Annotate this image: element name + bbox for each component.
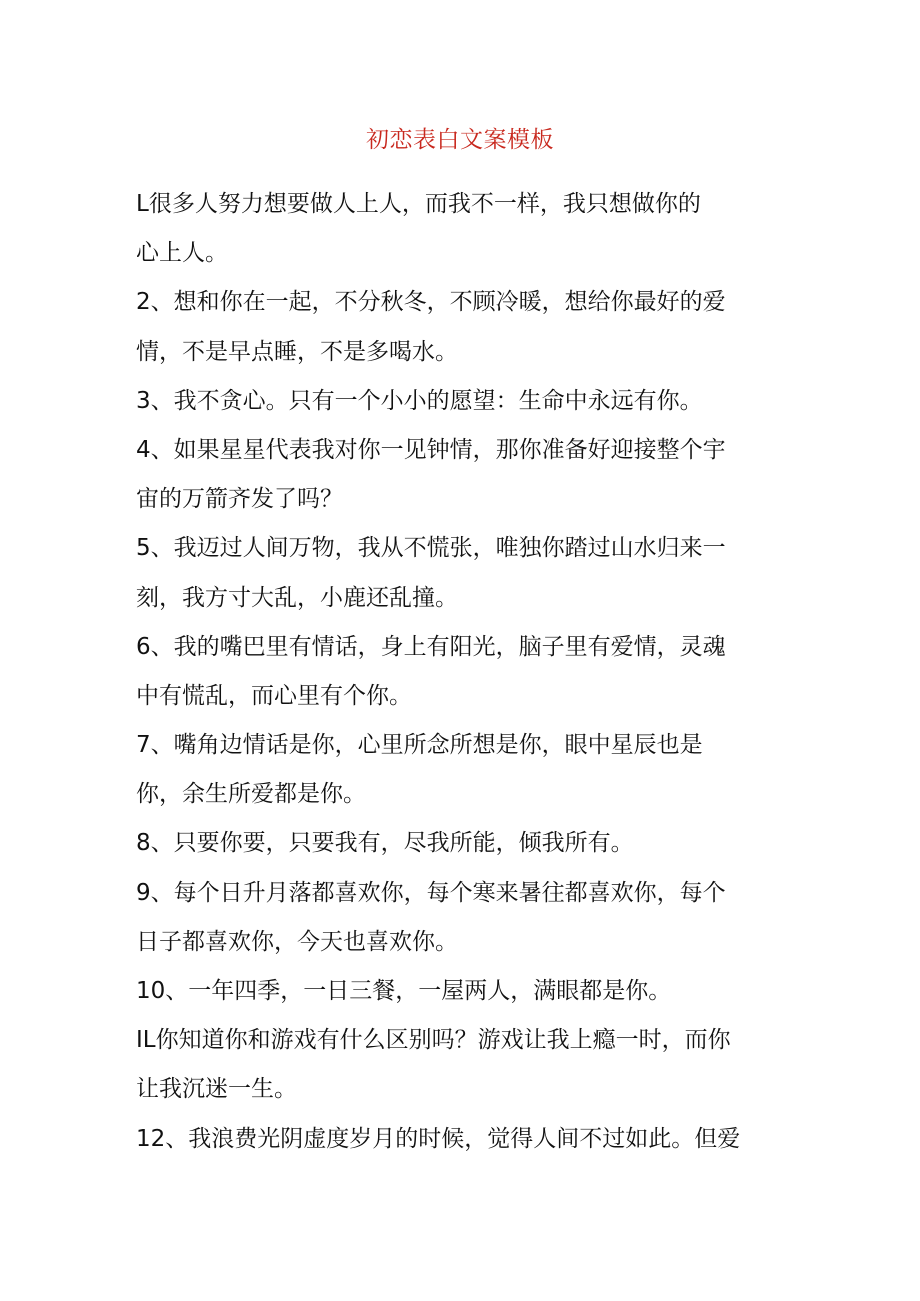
text-line: 刻，我方寸大乱，小鹿还乱撞。: [136, 584, 458, 611]
text-line: 10、一年四季，一日三餐，一屋两人，满眼都是你。: [136, 978, 672, 1004]
text-line: 情，不是早点睡，不是多喝水。: [136, 338, 458, 365]
text-line: 3、我不贪心。只有一个小小的愿望：生命中永远有你。: [136, 387, 703, 414]
text-line: 2、想和你在一起，不分秋冬，不顾冷暖，想给你最好的爱: [136, 289, 726, 316]
text-line: 你，余生所爱都是你。: [136, 781, 366, 808]
document-body: [136, 180, 796, 1164]
text-line: 中有慌乱，而心里有个你。: [136, 682, 412, 709]
text-line: 宙的万箭齐发了吗？: [136, 486, 343, 513]
text-line: 8、只要你要，只要我有，尽我所能，倾我所有。: [136, 830, 634, 857]
text-line: 心上人。: [136, 240, 228, 267]
text-line: L很多人努力想要做人上人，而我不一样，我只想做你的: [136, 191, 701, 217]
text-line: 6、我的嘴巴里有情话，身上有阳光，脑子里有爱情，灵魂: [136, 633, 726, 660]
page-title: 初恋表白文案模板: [366, 127, 554, 153]
text-line: 5、我迈过人间万物，我从不慌张，唯独你踏过山水归来一: [136, 535, 726, 562]
text-line: 9、每个日升月落都喜欢你，每个寒来暑往都喜欢你，每个: [136, 879, 726, 906]
text-line: 日子都喜欢你，今天也喜欢你。: [136, 928, 458, 955]
text-line: 12、我浪费光阴虚度岁月的时候，觉得人间不过如此。但爱: [136, 1125, 741, 1152]
text-line: 让我沉迷一生。: [136, 1076, 297, 1103]
text-line: 7、嘴角边情话是你，心里所念所想是你，眼中星辰也是: [136, 732, 703, 759]
text-line: 4、如果星星代表我对你一见钟情，那你准备好迎接整个宇: [136, 436, 726, 463]
text-line: IL你知道你和游戏有什么区别吗？游戏让我上瘾一时，而你: [136, 1027, 731, 1054]
